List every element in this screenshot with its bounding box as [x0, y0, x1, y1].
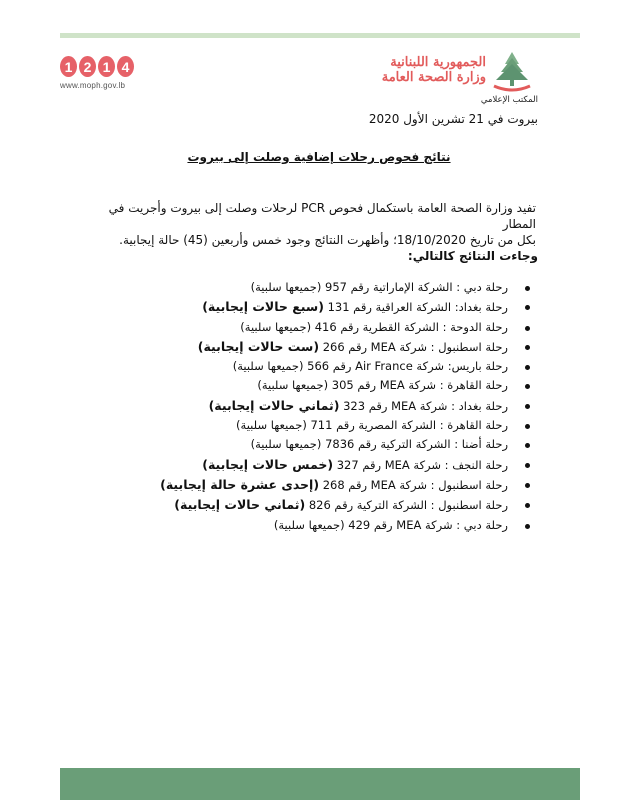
list-item — [130, 376, 530, 395]
document-date: بيروت في 21 تشرين الأول 2020 — [368, 112, 538, 126]
hotline-digit: 1 — [60, 56, 77, 77]
flight-status: (ثماني حالات إيجابية) — [174, 497, 306, 513]
ministry-title — [382, 56, 486, 86]
bullet-icon — [525, 286, 530, 291]
list-item — [130, 416, 530, 435]
hotline-digit: 1 — [98, 56, 115, 77]
flight-description: رحلة دبي : الشركة الإماراتية رقم 957 — [321, 280, 508, 294]
flight-description: رحلة القاهرة : الشركة المصرية رقم 711 — [306, 418, 508, 433]
list-item — [130, 396, 530, 416]
bottom-footer-bar — [60, 768, 580, 800]
bullet-icon — [525, 326, 530, 331]
bullet-icon — [525, 524, 530, 529]
bullet-icon — [525, 305, 530, 310]
bullet-icon — [525, 404, 530, 409]
list-item — [130, 278, 530, 297]
intro-paragraph — [96, 200, 536, 249]
list-item — [130, 455, 530, 475]
document-title — [0, 150, 638, 164]
bullet-icon — [525, 463, 530, 468]
flight-status: (خمس حالات إيجابية) — [202, 456, 334, 472]
flight-status: (ثماني حالات إيجابية) — [208, 397, 340, 413]
media-office: المكتب الإعلامي — [480, 95, 538, 105]
bullet-icon — [525, 365, 530, 370]
flight-description: رحلة بغداد : شركة MEA رقم 323 — [339, 398, 508, 413]
flight-status: (جميعها سلبية) — [250, 437, 322, 452]
document-title-text: نتائج فحوص رحلات إضافية وصلت إلى بيروت — [187, 150, 451, 164]
bullet-icon — [525, 384, 530, 389]
hotline-number — [60, 56, 134, 77]
hotline-digit: 4 — [117, 56, 134, 77]
list-item — [130, 516, 530, 535]
top-divider-bar — [60, 33, 580, 38]
ministry-name: وزارة الصحة العامة — [381, 69, 486, 85]
republic-name: الجمهورية اللبنانية — [390, 55, 486, 70]
intro-line: بكل من تاريخ 18/10/2020؛ وأظهرت النتائج وجود خمس وأربعين (45) حالة إيجابية. — [119, 233, 536, 248]
flight-status: (جميعها سلبية) — [236, 418, 307, 433]
flight-description: رحلة باريس: شركة Air France رقم 566 — [303, 359, 508, 374]
list-item — [130, 435, 530, 454]
list-item — [130, 297, 530, 317]
flight-status: (ست حالات إيجابية) — [197, 338, 320, 354]
flight-description: رحلة أضنا : الشركة التركية رقم 7836 — [321, 437, 508, 452]
flight-status: (جميعها سلبية) — [257, 378, 329, 393]
cedar-emblem-icon — [488, 50, 536, 94]
flight-description: رحلة القاهرة : شركة MEA رقم 305 — [328, 378, 508, 393]
flight-description: رحلة الدوحة : الشركة القطرية رقم 416 — [311, 319, 508, 334]
flight-description: رحلة بغداد: الشركة العراقية رقم 131 — [323, 300, 508, 315]
bullet-icon — [525, 345, 530, 350]
website-url: www.moph.gov.lb — [60, 81, 126, 90]
flight-status: (سبع حالات إيجابية) — [202, 299, 324, 315]
flight-status: (جميعها سلبية) — [232, 359, 304, 374]
list-item — [130, 357, 530, 376]
hotline-digit: 2 — [79, 56, 96, 77]
flight-description: رحلة دبي : شركة MEA رقم 429 — [344, 517, 508, 532]
list-item — [130, 495, 530, 515]
flight-description: رحلة النجف : شركة MEA رقم 327 — [333, 457, 508, 472]
list-item — [130, 318, 530, 337]
flight-results-list — [130, 278, 530, 535]
flight-description: رحلة اسطنبول : الشركة التركية رقم 826 — [305, 498, 508, 513]
flight-status: (جميعها سلبية) — [250, 280, 322, 294]
bullet-icon — [525, 424, 530, 429]
bullet-icon — [525, 503, 530, 508]
bullet-icon — [525, 443, 530, 448]
results-heading: وجاءت النتائج كالتالي: — [407, 249, 538, 263]
flight-status: (إحدى عشرة حالة إيجابية) — [160, 476, 320, 492]
flight-description: رحلة اسطنبول : شركة MEA رقم 268 — [319, 477, 508, 492]
list-item — [130, 475, 530, 495]
flight-status: (جميعها سلبية) — [240, 319, 312, 334]
bullet-icon — [525, 483, 530, 488]
intro-line: تفيد وزارة الصحة العامة باستكمال فحوص PCR لرحلات وصلت إلى بيروت وأجريت في المطار — [108, 201, 536, 232]
list-item — [130, 337, 530, 357]
flight-status: (جميعها سلبية) — [273, 517, 345, 532]
flight-description: رحلة اسطنبول : شركة MEA رقم 266 — [319, 339, 508, 354]
